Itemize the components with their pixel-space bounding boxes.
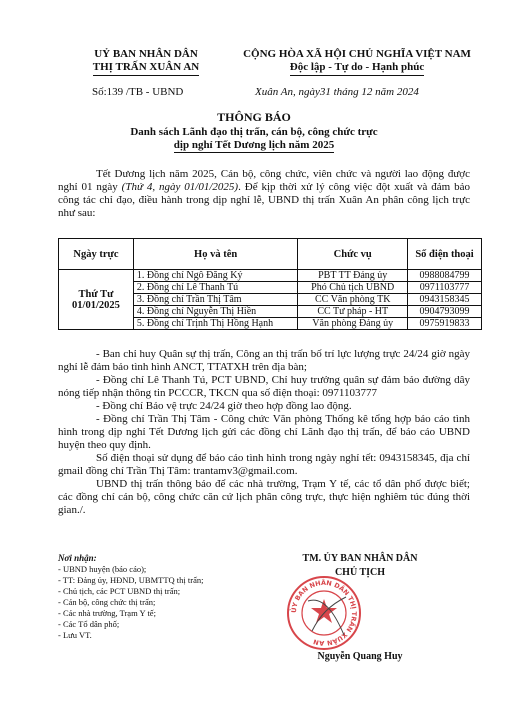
cell-name: 3. Đồng chí Trần Thị Tâm (133, 294, 297, 306)
signature-title: TM. ỦY BAN NHÂN DÂN (302, 553, 418, 564)
cell-phone: 0943158345 (408, 294, 482, 306)
table-header-row (59, 239, 482, 270)
body-text (58, 348, 470, 517)
cell-position: CC Tư pháp - HT (298, 306, 408, 318)
national-motto (226, 48, 488, 76)
body-paragraph: - Đồng chí Trần Thị Tâm - Công chức Văn phòng Thống kê tổng hợp báo cáo tình hình trong dịp nghỉ Tết Dương lịch gửi các đồng chí Lãnh đạo thị trấn, để báo cáo UBND huyện theo quy định. (58, 413, 470, 451)
authority-line1: UỶ BAN NHÂN DÂN (94, 48, 198, 60)
seal-lettering: ỦY BAN NHÂN DÂN THỊ TRẤN XUÂN AN (289, 578, 359, 648)
header-phone: Số điện thoại (408, 239, 482, 270)
country-name: CỘNG HÒA XÃ HỘI CHỦ NGHĨA VIỆT NAM (243, 48, 471, 60)
cell-name: 5. Đồng chí Trịnh Thị Hồng Hạnh (133, 318, 297, 330)
recipient-item: - TT: Đảng ủy, HĐND, UBMTTQ thị trấn; (58, 575, 204, 585)
document-title: THÔNG BÁO (217, 110, 291, 124)
recipient-item: - UBND huyện (báo cáo); (58, 564, 147, 574)
recipient-item: - Các nhà trường, Trạm Y tế; (58, 608, 156, 618)
issuing-authority (62, 48, 230, 76)
recipients-block (58, 553, 258, 641)
intro-text-date: (Thứ 4, ngày 01/01/2025) (121, 181, 239, 193)
recipient-item: - Cán bộ, công chức thị trấn; (58, 597, 156, 607)
header-full-name: Họ và tên (133, 239, 297, 270)
cell-name: 4. Đồng chí Nguyễn Thị Hiền (133, 306, 297, 318)
body-paragraph: Số điện thoại sử dụng để báo cáo tình hình trong ngày nghỉ tết: 0943158345, địa chỉ gmail đồng chí Trần Thị Tâm: trantamv3@gmail.com. (58, 452, 470, 477)
cell-phone: 0975919833 (408, 318, 482, 330)
subtitle-line2: dịp nghỉ Tết Dương lịch năm 2025 (173, 139, 335, 151)
cell-phone: 0904793099 (408, 306, 482, 318)
body-paragraph: UBND thị trấn thông báo để các nhà trường, Trạm Y tế, các tổ dân phố được biết; các đồng chí cán bộ, công chức căn cứ lịch phân công trực, thực hiện nghiêm túc đúng thời gian./. (58, 478, 470, 516)
body-paragraph: - Ban chỉ huy Quân sự thị trấn, Công an thị trấn bố trí lực lượng trực 24/24 giờ ngày nghỉ lễ đảm bảo tình hình ANCT, TTATXH trên địa bàn; (58, 348, 470, 373)
body-paragraph: - Đồng chí Bảo vệ trực 24/24 giờ theo hợp đồng lao động. (96, 400, 352, 412)
intro-text-1: Tết Dương lịch năm 2025, Cán bộ, công chức, viên chức và người lao động được nghỉ 01 ngày (58, 168, 470, 193)
cell-position: CC Văn phòng TK (298, 294, 408, 306)
cell-phone: 0988084799 (408, 270, 482, 282)
cell-position: Phó Chủ tịch UBND (298, 282, 408, 294)
intro-text-2: . Để kịp thời xử lý công việc đột xuất và đảm bảo công tác chỉ đạo, điều hành trong dịp nghỉ lễ, UBND thị trấn Xuân An phân công lịch trực như sau: (58, 181, 470, 219)
authority-line2: THỊ TRẤN XUÂN AN (93, 61, 199, 76)
recipients-heading: Nơi nhận: (58, 553, 97, 563)
document-subtitle (80, 126, 428, 153)
cell-phone: 0971103777 (408, 282, 482, 294)
document-number: Số:139 /TB - UBND (92, 86, 184, 98)
signer-name: Nguyễn Quang Huy (317, 651, 403, 662)
signature-role: CHỦ TỊCH (334, 567, 386, 578)
duty-day-weekday: Thứ Tư (78, 288, 114, 300)
subtitle-line1: Danh sách Lãnh đạo thị trấn, cán bộ, công chức trực (130, 126, 378, 138)
cell-name: 2. Đồng chí Lê Thanh Tú (133, 282, 297, 294)
cell-position: PBT TT Đảng ủy (298, 270, 408, 282)
date-line: Xuân An, ngày31 tháng 12 năm 2024 (255, 86, 419, 98)
seal-star (311, 599, 337, 623)
header-position: Chức vụ (298, 239, 408, 270)
table-row (59, 270, 482, 282)
motto-line: Độc lập - Tự do - Hạnh phúc (290, 61, 424, 76)
intro-paragraph (58, 168, 470, 220)
cell-position: Văn phòng Đảng ủy (298, 318, 408, 330)
official-seal-icon (286, 575, 362, 651)
header-duty-day: Ngày trực (59, 239, 134, 270)
body-paragraph: - Đồng chí Lê Thanh Tú, PCT UBND, Chỉ huy trưởng quân sự đảm bảo đường dây nóng tiếp nhận thông tin PCCCR, TKCN qua số điện thoại: 0971103777 (58, 374, 470, 399)
cell-name: 1. Đồng chí Ngô Đăng Ký (133, 270, 297, 282)
duty-day-cell (59, 270, 134, 330)
duty-day-date: 01/01/2025 (72, 299, 120, 311)
recipient-item: - Chủ tịch, các PCT UBND thị trấn; (58, 586, 181, 596)
recipient-item: - Các Tổ dân phố; (58, 619, 120, 629)
duty-roster-table (58, 238, 482, 330)
recipient-item: - Lưu VT. (58, 630, 92, 640)
